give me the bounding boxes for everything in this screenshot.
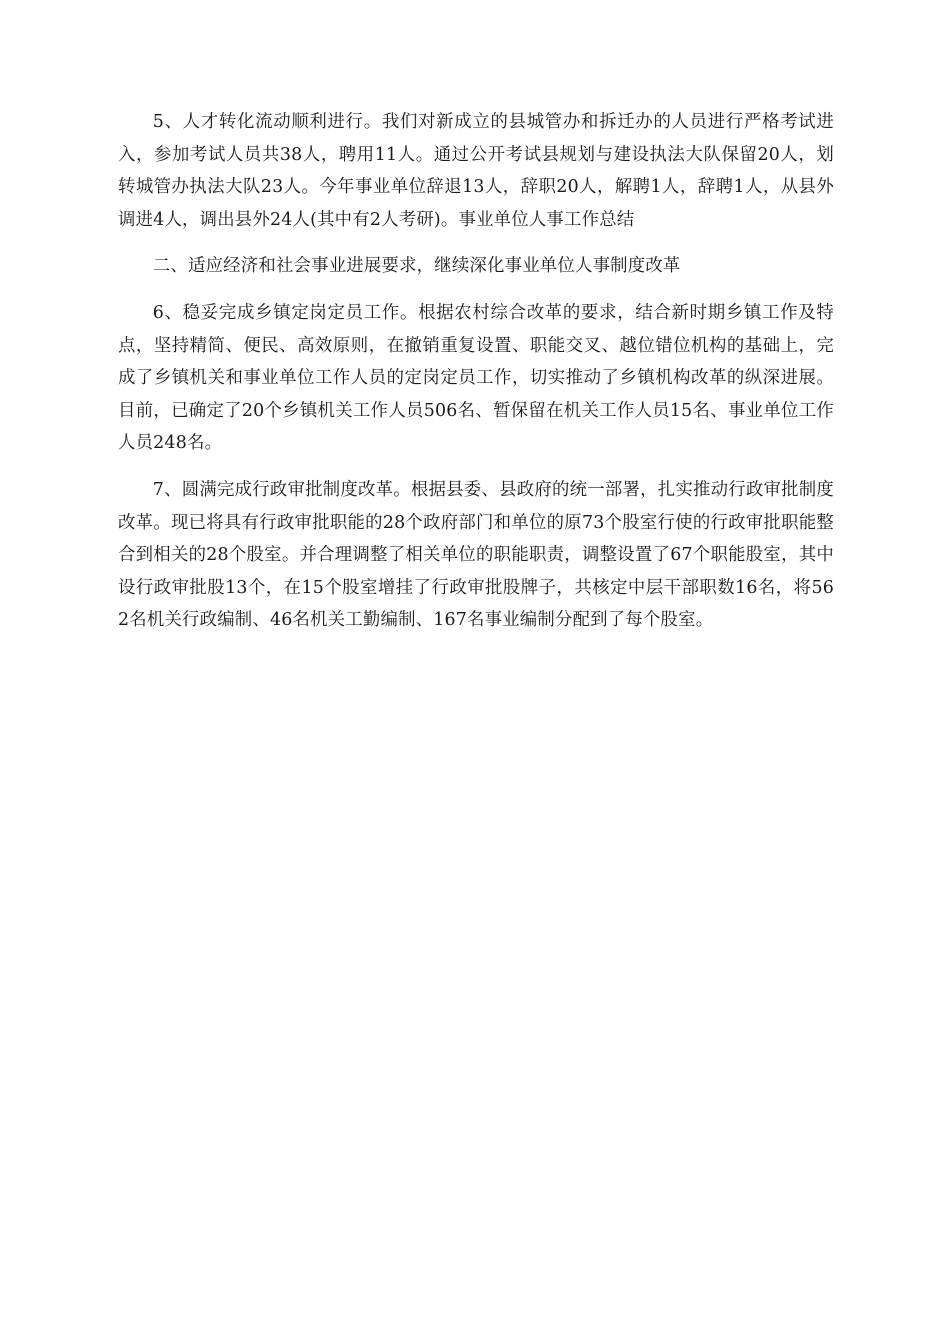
section-heading-reform: 二、适应经济和社会事业进展要求，继续深化事业单位人事制度改革 [152, 256, 681, 277]
paragraph-township-staffing: 6、稳妥完成乡镇定岗定员工作。根据农村综合改革的要求，结合新时期乡镇工作及特点，坚持精简、便民、高效原则，在撤销重复设置、职能交叉、越位错位机构的基础上，完成了乡镇机关和事业单位工作人员的定岗定员工作，切实推动了乡镇机构改革的纵深进展。目前，已确定了20个乡镇机关工作人员506名、暂保留在机关工作人员15名、事业单位工作人员248名。 [118, 302, 834, 454]
document-body [118, 106, 834, 651]
paragraph-talent-flow: 5、人才转化流动顺利进行。我们对新成立的县城管办和拆迁办的人员进行严格考试进入，参加考试人员共38人，聘用11人。通过公开考试县规划与建设执法大队保留20人，划转城管办执法大队23人。今年事业单位辞退13人，辞职20人，解聘1人，辞聘1人，从县外调进4人，调出县外24人(其中有2人考研)。事业单位人事工作总结 [118, 112, 834, 230]
paragraph-administrative-approval: 7、圆满完成行政审批制度改革。根据县委、县政府的统一部署，扎实推动行政审批制度改革。现已将具有行政审批职能的28个政府部门和单位的原73个股室行使的行政审批职能整合到相关的28个股室。并合理调整了相关单位的职能职责，调整设置了67个职能股室，其中设行政审批股13个，在15个股室增挂了行政审批股牌子，共核定中层干部职数16名，将562名机关行政编制、46名机关工勤编制、167名事业编制分配到了每个股室。 [118, 479, 834, 631]
